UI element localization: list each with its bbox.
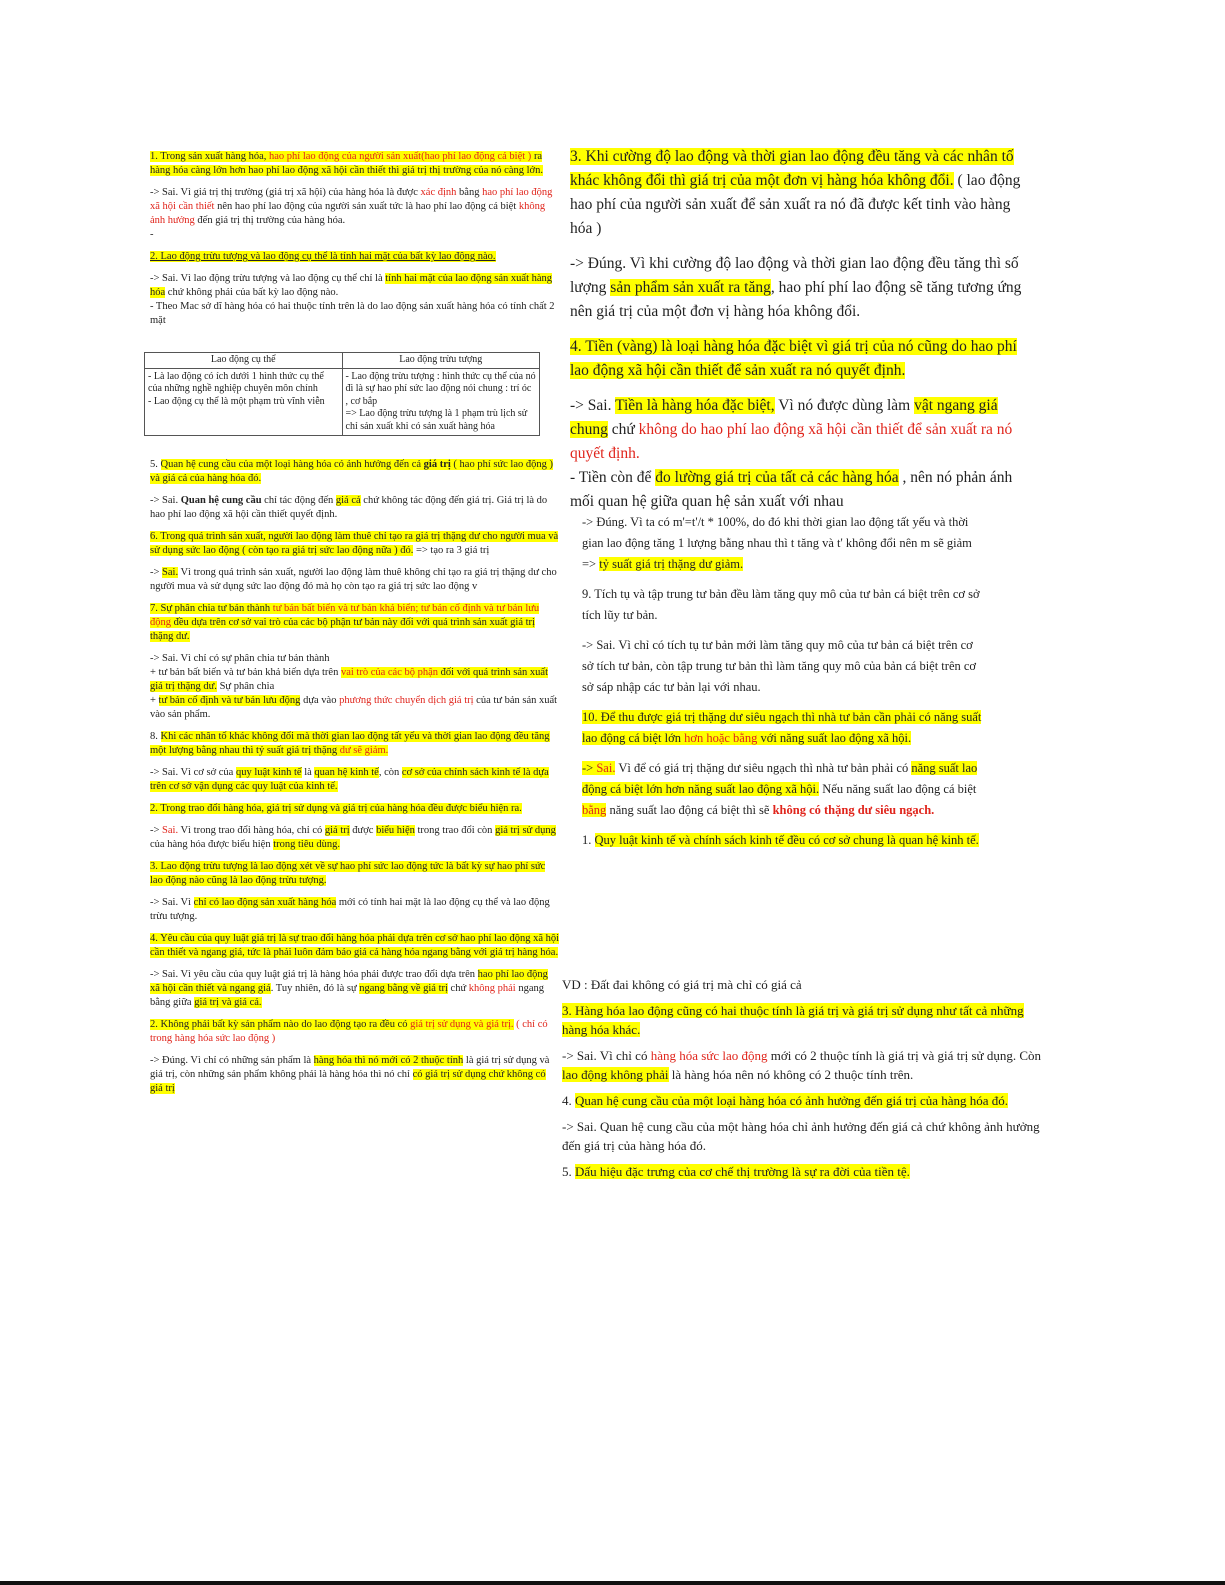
right-middle-column <box>582 512 982 860</box>
rt-question-4: 4. Tiền (vàng) là loại hàng hóa đặc biệt vì giá trị của nó cũng do hao phí lao động xã hội cần thiết để sản xuất ra nó quyết định. <box>570 338 1017 379</box>
rb-answer-3: -> Sai. Vì chỉ có hàng hóa sức lao động mới có 2 thuộc tính là giá trị và giá trị sử dụng. Còn lao động không phải là hàng hóa nên nó không có 2 thuộc tính trên. <box>562 1048 1042 1082</box>
question-2c: 2. Không phải bất kỳ sản phẩm nào do lao động tạo ra đều có giá trị sử dụng và giá trị. ( chỉ có trong hàng hóa sức lao động ) <box>150 1019 548 1044</box>
rb-question-5: 5. Dấu hiệu đặc trưng của cơ chế thị trường là sự ra đời của tiền tệ. <box>562 1164 910 1179</box>
question-8: 8. Khi các nhân tố khác không đổi mà thời gian lao động tất yếu và thời gian lao động đều tăng một lượng bằng nhau thì tỷ suất giá trị thặng dư sẽ giảm. <box>150 731 550 756</box>
rm-answer-9: -> Sai. Vì chỉ có tích tụ tư bản mới làm tăng quy mô của tư bản cá biệt trên cơ sở tích tư bản, còn tập trung tư bản thì làm tăng quy mô của bản cá biệt trên cơ sở sáp nhập các tư bản lại với nhau. <box>582 638 977 694</box>
answer-1: -> Sai. Vì giá trị thị trường (giá trị xã hội) của hàng hóa là được xác định bằng hao phí lao động xã hội cần thiết nên hao phí lao động của người sản xuất tức là hao phí lao động cá biệt không ảnh hưởng đến giá trị thị trường của hàng hóa. - <box>150 187 553 240</box>
rb-question-4: 4. Quan hệ cung cầu của một loại hàng hóa có ảnh hưởng đến giá trị của hàng hóa đó. <box>562 1093 1009 1108</box>
question-7: 7. Sự phân chia tư bản thành tư bản bất biến và tư bản khả biến; tư bản cố định và tư bản lưu động đều dựa trên cơ sở vai trò của các bộ phận tư bản này đối với quá trình sản xuất giá trị thặng dư. <box>150 603 540 642</box>
right-bottom-column <box>562 975 1052 1188</box>
table-cell-abstract: - Lao động trừu tượng : hình thức cụ thể của nó đi là sự hao phí sức lao động nói chung : trí óc , cơ bắp => Lao động trừu tượng là 1 phạm trù lịch sử chỉ sản xuất khi có sản xuất hàng hóa <box>342 368 540 436</box>
answer-5: -> Sai. Quan hệ cung cầu chỉ tác động đến giá cả chứ không tác động đến giá trị. Giá trị là do hao phí lao động xã hội cần thiết quyết định. <box>150 495 548 520</box>
table-header-abstract: Lao động trừu tượng <box>342 353 540 369</box>
question-1: 1. Trong sản xuất hàng hóa, hao phí lao động của người sản xuất(hao phí lao động cá biệt ) ra hàng hóa càng lớn hơn hao phí lao động xã hội cần thiết thì giá trị thị trường của nó càng lớn. <box>150 151 543 176</box>
rt-answer-3: -> Đúng. Vì khi cường độ lao động và thời gian lao động đều tăng thì số lượng sản phẩm sản xuất ra tăng, hao phí phí lao động sẽ tăng tương ứng nên giá trị của một đơn vị hàng hóa không đổi. <box>570 255 1022 320</box>
answer-6: -> Sai. Vì trong quá trình sản xuất, người lao động làm thuê không chỉ tạo ra giá trị thặng dư cho người mua và sử dụng sức lao động đó mà họ còn tạo ra giá trị sức lao động v <box>150 567 557 592</box>
rt-answer-4: -> Sai. Tiền là hàng hóa đặc biệt, Vì nó được dùng làm vật ngang giá chung chứ không do hao phí lao động xã hội cần thiết để sản xuất ra nó quyết định. - Tiền còn để đo lường giá trị của tất cả các hàng hóa , nên nó phản ánh mối quan hệ giữa quan hệ sản xuất với nhau <box>570 397 1013 510</box>
rb-example: VD : Đất đai không có giá trị mà chỉ có giá cả <box>562 977 802 992</box>
right-top-column <box>570 145 1035 525</box>
question-2b: 2. Trong trao đổi hàng hóa, giá trị sử dụng và giá trị của hàng hóa đều được biểu hiện ra. <box>150 803 522 814</box>
answer-2: -> Sai. Vì lao động trừu tượng và lao động cụ thể chỉ là tính hai mặt của lao động sản xuất hàng hóa chứ không phải của bất kỳ lao động nào. - Theo Mac sở dĩ hàng hóa có hai thuộc tính trên là do lao động sản xuất hàng hóa có tính chất 2 mặt <box>150 273 555 326</box>
rm-question-10: 10. Để thu được giá trị thặng dư siêu ngạch thì nhà tư bản cần phải có năng suất lao động cá biệt lớn hơn hoặc bằng với năng suất lao động xã hội. <box>582 710 982 745</box>
table-cell-concrete: - Là lao động có ích dưới 1 hình thức cụ thể của những nghề nghiệp chuyên môn chính - Lao động cụ thể là một phạm trù vĩnh viễn <box>145 368 343 436</box>
rm-question-1: 1. Quy luật kinh tế và chính sách kinh tế đều có cơ sở chung là quan hệ kinh tế. <box>582 833 979 847</box>
rt-question-3: 3. Khi cường độ lao động và thời gian lao động đều tăng và các nhân tố khác không đổi thì giá trị của một đơn vị hàng hóa không đổi. ( lao động hao phí của người sản xuất để sản xuất ra nó đã được kết tinh vào hàng hóa ) <box>570 148 1021 237</box>
question-2: 2. Lao động trừu tượng và lao động cụ thể là tính hai mặt của bất kỳ lao động nào. <box>150 251 496 262</box>
rm-question-9: 9. Tích tụ và tập trung tư bản đều làm tăng quy mô của tư bản cá biệt trên cơ sở tích lũy tư bản. <box>582 587 980 622</box>
question-4b: 4. Yêu cầu của quy luật giá trị là sự trao đổi hàng hóa phải dựa trên cơ sở hao phí lao động xã hội cần thiết và ngang giá, tức là phải luôn đảm bảo giá cả hàng hóa ngang bằng với giá trị hàng hóa. <box>150 933 560 958</box>
answer-3b: -> Sai. Vì chỉ có lao động sản xuất hàng hóa mới có tính hai mặt là lao động cụ thể và lao động trừu tượng. <box>150 897 550 922</box>
rb-question-3: 3. Hàng hóa lao động cũng có hai thuộc tính là giá trị và giá trị sử dụng như tất cả những hàng hóa khác. <box>562 1003 1024 1037</box>
answer-2b: -> Sai. Vì trong trao đổi hàng hóa, chỉ có giá trị được biểu hiện trong trao đổi còn giá trị sử dụng của hàng hóa được biểu hiện trong tiêu dùng. <box>150 825 556 850</box>
left-column <box>150 150 560 1104</box>
table-header-concrete: Lao động cụ thể <box>145 353 343 369</box>
question-3b: 3. Lao động trừu tượng là lao động xét về sự hao phí sức lao động tức là bất kỳ sự hao phí sức lao động nào cũng là lao động trừu tượng. <box>150 861 546 886</box>
question-6: 6. Trong quá trình sản xuất, người lao động làm thuê chỉ tạo ra giá trị thặng dư cho người mua và sử dụng sức lao động ( còn tạo ra giá trị sức lao động nữa ) đó. => tạo ra 3 giá trị <box>150 531 559 556</box>
answer-2c: -> Đúng. Vì chỉ có những sản phẩm là hàng hóa thì nó mới có 2 thuộc tính là giá trị sử dụng và giá trị, còn những sản phẩm không phải là hàng hóa thì nó chỉ có giá trị sử dụng chứ không có giá trị <box>150 1055 550 1094</box>
answer-8: -> Sai. Vì cơ sở của quy luật kinh tế là quan hệ kinh tế, còn cơ sở của chính sách kinh tế là dựa trên cơ sở vận dụng các quy luật của kinh tế. <box>150 767 549 792</box>
rb-answer-4: -> Sai. Quan hệ cung cầu của một hàng hóa chỉ ảnh hưởng đến giá cả chứ không ảnh hưởng đến giá trị của hàng hóa đó. <box>562 1119 1040 1153</box>
bottom-edge-line <box>0 1581 1225 1585</box>
answer-7: -> Sai. Vì chỉ có sự phân chia tư bản thành + tư bản bất biến và tư bản khả biến dựa trên vai trò của các bộ phận đối với quá trình sản xuất giá trị thặng dư. Sự phân chia + tư bản cố định và tư bản lưu động dựa vào phương thức chuyển dịch giá trị của tư bản sản xuất vào sản phẩm. <box>150 653 558 720</box>
question-5: 5. Quan hệ cung cầu của một loại hàng hóa có ảnh hưởng đến cả giá trị ( hao phí sức lao động ) và giá cả của hàng hóa đó. <box>150 459 553 484</box>
rm-answer-10: -> Sai. Vì để có giá trị thặng dư siêu ngạch thì nhà tư bản phải có năng suất lao động cá biệt lớn hơn năng suất lao động xã hội. Nếu năng suất lao động cá biệt bằng năng suất lao động cá biệt thì sẽ không có thặng dư siêu ngạch. <box>582 761 978 817</box>
comparison-table <box>144 352 540 436</box>
rm-answer-8: -> Đúng. Vì ta có m'=t'/t * 100%, do đó khi thời gian lao động tất yếu và thời gian lao động tăng 1 lượng bằng nhau thì t tăng và t' không đổi nên m sẽ giảm => tỷ suất giá trị thặng dư giảm. <box>582 515 972 571</box>
answer-4b: -> Sai. Vì yêu cầu của quy luật giá trị là hàng hóa phải được trao đổi dựa trên hao phí lao động xã hội cần thiết và ngang giá. Tuy nhiên, đó là sự ngang bằng về giá trị chứ không phải ngang bằng giữa giá trị và giá cả. <box>150 969 548 1008</box>
